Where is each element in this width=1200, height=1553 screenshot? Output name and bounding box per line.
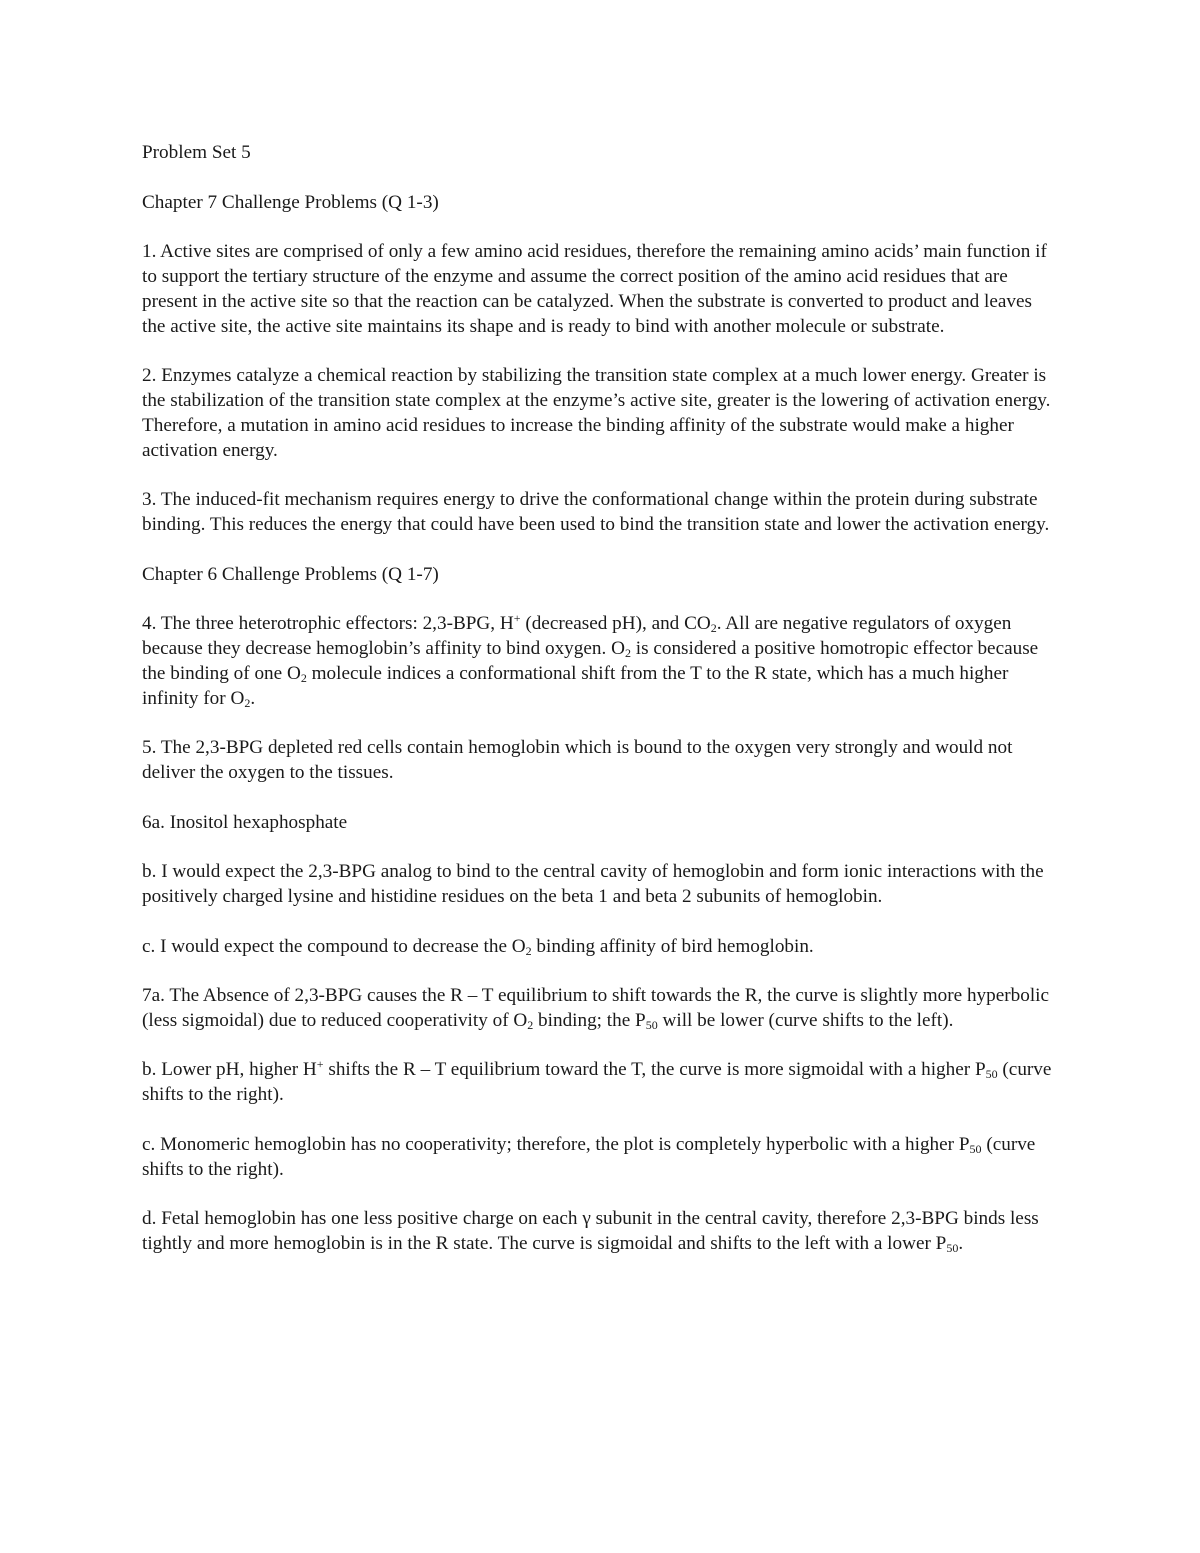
answer-7c [142,1133,1060,1183]
answer-4-text: . [250,687,256,709]
answer-7a-text: 7a. The Absence of 2,3-BPG causes the R – T equilibrium to shift towards the R, the curve is slightly more hyperbolic (less sigmoidal) due to reduced cooperativity of O [142,985,1049,1031]
answer-5: 5. The 2,3-BPG depleted red cells contain hemoglobin which is bound to the oxygen very strongly and would not deliver the oxygen to the tissues. [142,737,1013,783]
answer-4 [142,612,1060,711]
subscript: 50 [969,1141,982,1156]
answer-6c-text: c. I would expect the compound to decrease the O [142,935,526,957]
answer-7b-text: shifts the R – T equilibrium toward the T, the curve is more sigmoidal with a higher P [323,1059,986,1081]
answer-7b [142,1058,1060,1108]
chapter-6-heading: Chapter 6 Challenge Problems (Q 1-7) [142,563,439,585]
answer-3: 3. The induced-fit mechanism requires energy to drive the conformational change within the protein during substrate binding. This reduces the energy that could have been used to bind the transition state and lower the activation energy. [142,489,1050,535]
subscript: 50 [645,1017,658,1032]
subscript: 2 [244,695,251,710]
answer-6b: b. I would expect the 2,3-BPG analog to bind to the central cavity of hemoglobin and form ionic interactions with the positively charged lysine and histidine residues on the beta 1 and beta 2 subunits of hemoglobin. [142,861,1044,907]
superscript: + [513,611,521,626]
answer-7d-text: d. Fetal hemoglobin has one less positive charge on each γ subunit in the central cavity, therefore 2,3-BPG binds less tightly and more hemoglobin is in the R state. The curve is sigmoidal and shifts to the left with a lower P [142,1208,1039,1255]
answer-7a-text: will be lower (curve shifts to the left). [657,1009,954,1031]
superscript: + [316,1057,324,1072]
answer-7d-text: . [958,1233,964,1255]
answer-4-text: 4. The three heterotrophic effectors: 2,3-BPG, H [142,613,514,635]
answer-7b-text: (curve shifts to the right). [142,1059,1052,1106]
subscript: 50 [946,1241,959,1256]
subscript: 2 [300,670,307,685]
answer-7d [142,1207,1060,1257]
answer-6c-text: binding affinity of bird hemoglobin. [531,935,814,957]
answer-7a-text: binding; the P [533,1009,646,1031]
answer-7c-text: c. Monomeric hemoglobin has no cooperativity; therefore, the plot is completely hyperbolic with a higher P [142,1133,970,1155]
document-page [142,141,1060,1282]
answer-7a [142,984,1060,1034]
answer-4-text: molecule indices a conformational shift from the T to the R state, which has a much higher infinity for O [142,662,1009,709]
subscript: 2 [710,621,717,636]
answer-4-text: . All are negative regulators of oxygen because they decrease hemoglobin’s affinity to bind oxygen. O [142,613,1012,659]
answer-2: 2. Enzymes catalyze a chemical reaction by stabilizing the transition state complex at a much lower energy. Greater is the stabilization of the transition state complex at the enzyme’s active site, greater is the lowering of activation energy. Therefore, a mutation in amino acid residues to increase the binding affinity of the substrate would make a higher activation energy. [142,365,1051,461]
answer-7b-text: b. Lower pH, higher H [142,1059,317,1081]
subscript: 2 [525,943,532,958]
subscript: 2 [527,1017,534,1032]
answer-4-text: (decreased pH), and CO [520,613,711,635]
answer-6a: 6a. Inositol hexaphosphate [142,811,348,833]
answer-6c [142,935,1060,960]
document-title: Problem Set 5 [142,142,251,163]
answer-4-text: is considered a positive homotropic effector because the binding of one O [142,637,1039,684]
subscript: 2 [624,645,631,660]
chapter-7-heading: Chapter 7 Challenge Problems (Q 1-3) [142,191,439,213]
answer-7c-text: (curve shifts to the right). [142,1133,1036,1180]
answer-1: 1. Active sites are comprised of only a few amino acid residues, therefore the remaining amino acids’ main function if to support the tertiary structure of the enzyme and assume the correct position of the amino acid residues that are present in the active site so that the reaction can be catalyzed. When the substrate is converted to product and leaves the active site, the active site maintains its shape and is ready to bind with another molecule or substrate. [142,241,1047,337]
subscript: 50 [985,1067,998,1082]
